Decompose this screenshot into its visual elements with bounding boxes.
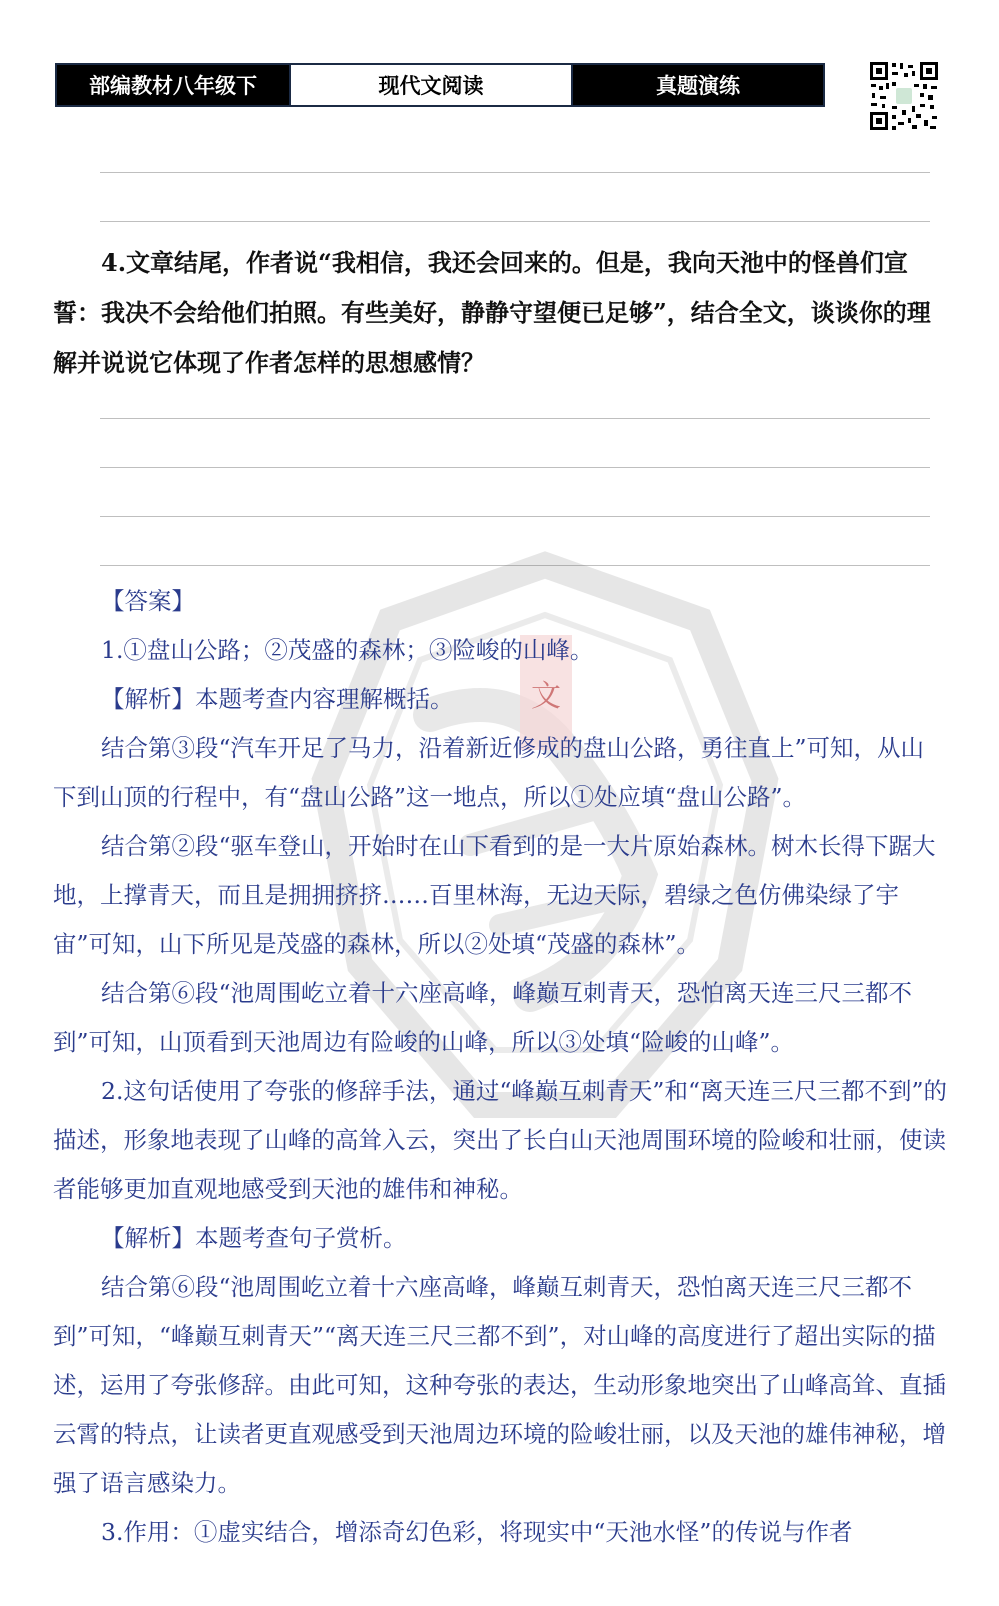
answer-1: 1.①盘山公路；②茂盛的森林；③险峻的山峰。 [101,636,594,664]
answer-section [53,577,947,1557]
answer-line-3 [100,418,930,419]
answer-line-1 [100,172,930,173]
qr-code-icon [868,60,940,132]
answer-line-4 [100,467,930,468]
header-section-label: 现代文阅读 [289,65,573,105]
answer-heading: 【答案】 [101,587,195,615]
watermark-stamp: 文 [520,635,572,750]
analysis-tag-2: 【解析】 [101,1224,195,1252]
question-4-text: 4.文章结尾，作者说“我相信，我还会回来的。但是，我向天池中的怪兽们宣誓：我决不会给他们拍照。有些美好，静静守望便已足够”，结合全文，谈谈你的理解并说说它体现了作者怎样的思想感情？ [53,248,931,377]
analysis-1 [53,675,947,724]
page-header [55,63,825,107]
analysis-paragraph-1: 结合第③段“汽车开足了马力，沿着新近修成的盘山公路，勇往直上”可知，从山下到山顶的行程中，有“盘山公路”这一地点，所以①处应填“盘山公路”。 [53,734,925,811]
analysis-2 [53,1214,947,1263]
analysis-paragraph-4: 结合第⑥段“池周围屹立着十六座高峰，峰巅互刺青天，恐怕离天连三尺三都不到”可知，“峰巅互刺青天”“离天连三尺三都不到”，对山峰的高度进行了超出实际的描述，运用了夸张修辞。由此可知，这种夸张的表达，生动形象地突出了山峰高耸、直插云霄的特点，让读者更直观感受到天池周边环境的险峻壮丽，以及天池的雄伟神秘，增强了语言感染力。 [53,1273,946,1497]
header-practice-label: 真题演练 [573,65,823,105]
answer-2: 2.这句话使用了夸张的修辞手法，通过“峰巅互刺青天”和“离天连三尺三都不到”的描述，形象地表现了山峰的高耸入云，突出了长白山天池周围环境的险峻和壮丽，使读者能够更加直观地感受到天池的雄伟和神秘。 [53,1077,947,1203]
analysis-paragraph-3: 结合第⑥段“池周围屹立着十六座高峰，峰巅互刺青天，恐怕离天连三尺三都不到”可知，山顶看到天池周边有险峻的山峰，所以③处填“险峻的山峰”。 [53,979,913,1056]
header-grade-label: 部编教材八年级下 [57,65,289,105]
answer-line-2 [100,221,930,222]
analysis-2-text: 本题考查句子赏析。 [195,1224,407,1252]
analysis-paragraph-2: 结合第②段“驱车登山，开始时在山下看到的是一大片原始森林。树木长得下踞大地，上撑青天，而且是拥拥挤挤……百里林海，无边天际，碧绿之色仿佛染绿了宇宙”可知，山下所见是茂盛的森林，所以②处填“茂盛的森林”。 [53,832,936,958]
analysis-1-text: 本题考查内容理解概括。 [195,685,454,713]
answer-line-5 [100,516,930,517]
analysis-tag-1: 【解析】 [101,685,195,713]
answer-3: 3.作用：①虚实结合，增添奇幻色彩，将现实中“天池水怪”的传说与作者 [101,1518,853,1546]
